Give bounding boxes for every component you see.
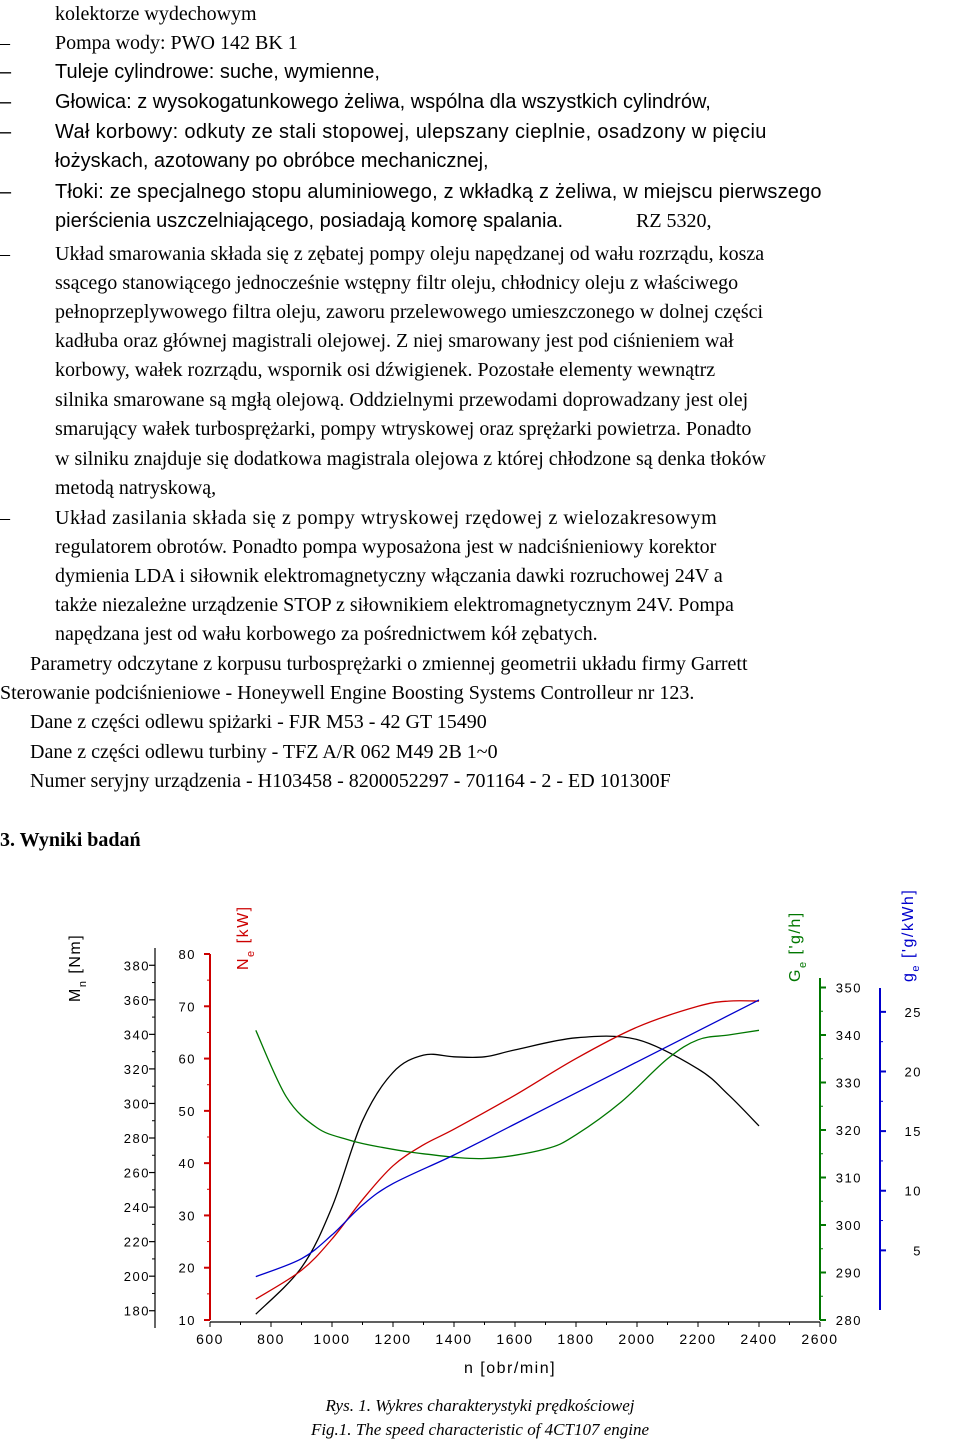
speed-characteristic-chart	[0, 870, 960, 1390]
x-axis-title: n [obr/min]	[463, 1360, 557, 1377]
y-tick-label-Mn: 300	[123, 1096, 150, 1112]
y-tick-label-Ne: 10	[178, 1313, 196, 1328]
x-tick-label: 1400	[435, 1331, 473, 1347]
y-tick-label-Mn: 360	[123, 992, 150, 1008]
y-tick-label-Mn: 380	[123, 958, 150, 974]
y-axis-title-ge: $g_e$ ['g/kWh]	[900, 888, 922, 982]
y-tick-label-Ge: 330	[835, 1075, 862, 1091]
line-text: RZ 5320,	[636, 210, 712, 232]
heading-text: 3. Wyniki badań	[0, 829, 141, 851]
line-text: metodą natryskową,	[55, 477, 217, 499]
justified-text: Układ zasilania składa się z pompy wtryskowej rzędowej z wielozakresowym	[55, 507, 718, 529]
x-tick-label: 600	[196, 1331, 224, 1347]
line-text: Układ smarowania składa się z zębatej pompy oleju napędzanej od wału rozrządu, kosza	[55, 243, 765, 265]
line-text: pełnoprzeplywowego filtra oleju, zaworu przelewowego umieszczonego w dolnej części	[55, 301, 764, 323]
line-text: Tuleje cylindrowe: suche, wymienne,	[55, 61, 380, 83]
y-axis-title-Ge: $G_e$ ['g/h]	[787, 911, 809, 982]
justified-line	[55, 504, 955, 533]
x-tick-label: 2600	[801, 1331, 839, 1347]
line-text: Tłoki: ze specjalnego stopu aluminiowego, z wkładką z żeliwa, w miejscu pierwszego	[55, 181, 822, 203]
x-tick-label: 800	[257, 1331, 285, 1347]
y-tick-label-Ge: 310	[835, 1170, 862, 1186]
dash-bullet: –	[0, 181, 12, 203]
line-text: Pompa wody: PWO 142 BK 1	[55, 32, 298, 54]
y-tick-label-Mn: 220	[123, 1234, 150, 1250]
y-tick-label-Ne: 60	[178, 1051, 196, 1067]
y-tick-label-Mn: 340	[123, 1027, 150, 1043]
line-text: łożyskach, azotowany po obróbce mechanicznej,	[55, 150, 489, 172]
y-tick-label-Ge: 290	[835, 1265, 862, 1281]
y-tick-label-Ge: 340	[835, 1028, 862, 1043]
line-text: Dane z części odlewu spiżarki - FJR M53 - 42 GT 15490	[30, 711, 487, 733]
line-text: smarujący wałek turbosprężarki, pompy wtryskowej oraz sprężarki powietrza. Ponadto	[55, 418, 752, 440]
y-tick-label-Ne: 80	[178, 947, 196, 962]
y-tick-label-Ge: 300	[835, 1218, 862, 1233]
figure-caption-pl: Rys. 1. Wykres charakterystyki prędkościowej	[325, 1396, 635, 1415]
line-text: Sterowanie podciśnieniowe - Honeywell Engine Boosting Systems Controlleur nr 123.	[0, 682, 695, 704]
figure-caption-en: Fig.1. The speed characteristic of 4CT107 engine	[310, 1420, 650, 1439]
x-tick-label: 2000	[618, 1331, 656, 1347]
y-tick-label-Ne: 40	[178, 1156, 196, 1172]
justified-text: Wał korbowy: odkuty ze stali stopowej, ulepszany cieplnie, osadzony w pięciu	[55, 121, 767, 143]
line-text: napędzana jest od wału korbowego za pośrednictwem kół zębatych.	[55, 623, 598, 645]
line-text: pierścienia uszczelniającego, posiadają komorę spalania.	[55, 210, 564, 232]
x-tick-label: 2400	[740, 1331, 778, 1347]
dash-bullet: –	[0, 32, 10, 54]
y-tick-label-Ne: 30	[178, 1208, 196, 1224]
y-axis-title-Mn: $M_n$ [Nm]	[67, 933, 89, 1002]
y-tick-label-Ge: 320	[835, 1123, 862, 1138]
line-text: kadłuba oraz głównej magistrali olejowej. Z niej smarowany jest pod ciśnieniem wał	[55, 330, 734, 352]
line-text: w silniku znajduje się dodatkowa magistrala olejowa z której chłodzone są denka tłoków	[55, 448, 766, 470]
series-line-Ne	[256, 1001, 759, 1299]
y-tick-label-ge: 20	[904, 1064, 922, 1080]
y-tick-label-Mn: 260	[123, 1165, 150, 1181]
justified-line	[55, 118, 955, 147]
line-text: Parametry odczytane z korpusu turbosprężarki o zmiennej geometrii układu firmy Garrett	[30, 653, 748, 675]
line-text: Dane z części odlewu turbiny - TFZ A/R 062 M49 2B 1~0	[30, 741, 498, 763]
x-tick-label: 1600	[496, 1331, 534, 1347]
x-tick-label: 1800	[557, 1331, 595, 1347]
y-tick-label-Mn: 200	[123, 1269, 150, 1285]
line-text: regulatorem obrotów. Ponadto pompa wyposażona jest w nadciśnieniowy korektor	[55, 536, 717, 558]
line-text: Numer seryjny urządzenia - H103458 - 8200052297 - 701164 - 2 - ED 101300F	[30, 770, 671, 792]
y-tick-label-Ne: 50	[178, 1103, 196, 1119]
dash-bullet: –	[0, 61, 12, 83]
dash-bullet: –	[0, 507, 10, 529]
y-tick-label-ge: 5	[913, 1243, 922, 1259]
series-line-ge	[256, 1000, 759, 1277]
dash-bullet: –	[0, 243, 10, 265]
line-text: korbowy, wałek rozrządu, wspornik osi dźwigienek. Pozostałe elementy wewnątrz	[55, 359, 716, 381]
line-text: kolektorze wydechowym	[55, 3, 257, 25]
y-axis-title-Ne: $N_e$ [kW]	[235, 905, 257, 970]
line-text: dymienia LDA i siłownik elektromagnetyczny włączania dawki rozruchowej 24V a	[55, 565, 723, 587]
y-tick-label-Mn: 320	[123, 1061, 150, 1077]
x-tick-label: 1200	[374, 1331, 412, 1347]
line-text: silnika smarowane są mgłą olejową. Oddzielnymi przewodami doprowadzany jest olej	[55, 389, 749, 411]
dash-bullet: –	[0, 121, 12, 143]
line-text: Głowica: z wysokogatunkowego żeliwa, wspólna dla wszystkich cylindrów,	[55, 91, 711, 113]
line-text: ssącego stanowiącego jednocześnie wstępny filtr oleju, chłodnicy oleju z właściwego	[55, 272, 739, 294]
dash-bullet: –	[0, 91, 12, 113]
series-line-Mn	[256, 1036, 759, 1314]
y-tick-label-Mn: 280	[123, 1131, 150, 1146]
y-tick-label-Ge: 280	[835, 1313, 862, 1328]
y-tick-label-ge: 15	[904, 1124, 922, 1140]
line-text: także niezależne urządzenie STOP z siłownikiem elektromagnetycznym 24V. Pompa	[55, 594, 734, 616]
y-tick-label-Mn: 240	[123, 1200, 150, 1216]
x-tick-label: 2200	[679, 1331, 717, 1347]
y-tick-label-Ge: 350	[835, 980, 862, 996]
y-tick-label-Ne: 20	[178, 1260, 196, 1276]
y-tick-label-Mn: 180	[123, 1303, 150, 1319]
series-line-Ge	[256, 1030, 759, 1158]
x-tick-label: 1000	[313, 1331, 351, 1347]
y-tick-label-ge: 10	[904, 1183, 922, 1199]
y-tick-label-ge: 25	[904, 1004, 922, 1020]
y-tick-label-Ne: 70	[178, 999, 196, 1015]
